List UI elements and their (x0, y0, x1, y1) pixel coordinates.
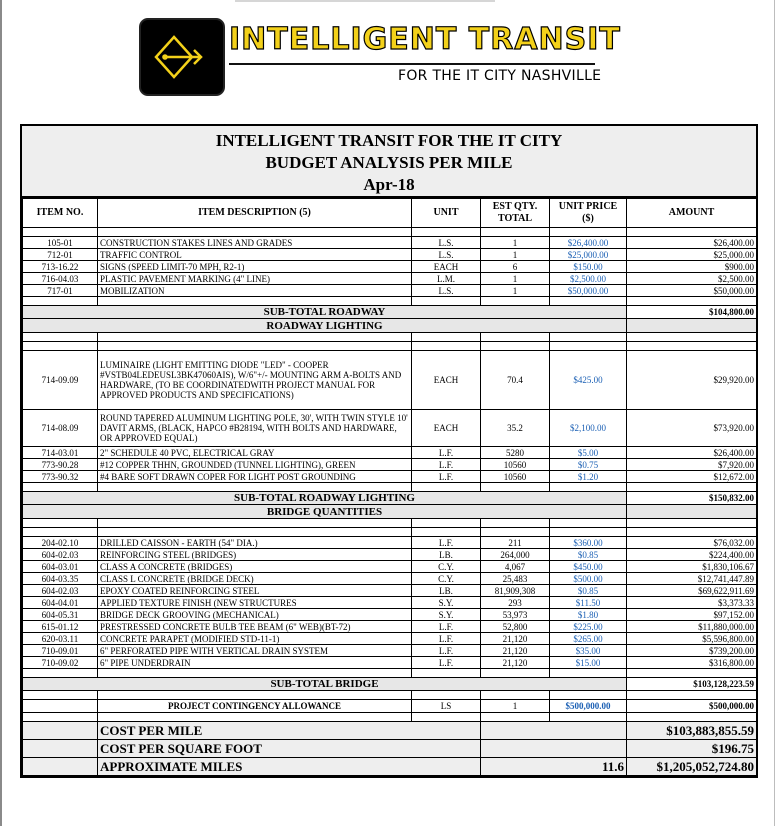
item-description: #12 COPPER THHN, GROUNDED (TUNNEL LIGHTING), GREEN (98, 459, 412, 471)
spacer-cell (550, 483, 627, 492)
item-unit: LB. (412, 585, 481, 597)
spacer-cell (627, 342, 757, 351)
brand-underline (229, 63, 595, 65)
item-unit: LB. (412, 549, 481, 561)
summary-blank (23, 722, 98, 740)
summary-label: COST PER SQUARE FOOT (98, 740, 481, 758)
spacer-cell (550, 519, 627, 528)
spacer-cell (412, 519, 481, 528)
spacer-cell (98, 669, 412, 678)
item-quantity: 1 (481, 237, 550, 249)
section-blank (627, 319, 757, 333)
item-unit-price: $15.00 (550, 657, 627, 669)
spacer-cell (550, 691, 627, 700)
item-unit: EACH (412, 410, 481, 447)
item-quantity: 25,483 (481, 573, 550, 585)
summary-row (23, 758, 757, 776)
col-header-unit-price: UNIT PRICE ($) (550, 199, 627, 228)
item-unit-price: $450.00 (550, 561, 627, 573)
item-number: 615-01.12 (23, 621, 98, 633)
spacer-cell (98, 297, 412, 306)
item-amount: $316,800.00 (627, 657, 757, 669)
item-unit: L.S. (412, 285, 481, 297)
item-amount: $2,500.00 (627, 273, 757, 285)
item-unit-price: $0.85 (550, 549, 627, 561)
spacer-cell (412, 228, 481, 237)
contingency-row (23, 700, 757, 713)
spacer-cell (98, 519, 412, 528)
line-item-row (23, 285, 757, 297)
item-unit: EACH (412, 261, 481, 273)
item-number: 604-03.01 (23, 561, 98, 573)
item-description: CONSTRUCTION STAKES LINES AND GRADES (98, 237, 412, 249)
spacer-row (23, 669, 757, 678)
item-description: #4 BARE SOFT DRAWN COPER FOR LIGHT POST GROUNDING (98, 471, 412, 483)
subtotal-amount: $103,128,223.59 (627, 678, 757, 691)
subtotal-label: SUB-TOTAL ROADWAY (23, 306, 627, 319)
item-quantity: 21,120 (481, 657, 550, 669)
summary-value: $1,205,052,724.80 (627, 758, 757, 776)
spacer-cell (98, 228, 412, 237)
spacer-cell (550, 669, 627, 678)
spacer-cell (23, 691, 98, 700)
line-item-row (23, 597, 757, 609)
spacer-cell (481, 528, 550, 537)
spacer-cell (627, 297, 757, 306)
item-quantity: 293 (481, 597, 550, 609)
item-quantity: 52,800 (481, 621, 550, 633)
item-amount: $1,830,106.67 (627, 561, 757, 573)
spacer-cell (550, 713, 627, 722)
item-number: 710-09.01 (23, 645, 98, 657)
item-unit-price: $2,100.00 (550, 410, 627, 447)
item-number: 712-01 (23, 249, 98, 261)
item-unit-price: $1.80 (550, 609, 627, 621)
spacer-row (23, 333, 757, 342)
spacer-cell (627, 691, 757, 700)
item-quantity: 35.2 (481, 410, 550, 447)
item-amount: $25,000.00 (627, 249, 757, 261)
item-quantity: 4,067 (481, 561, 550, 573)
item-unit: EACH (412, 351, 481, 410)
spacer-cell (412, 713, 481, 722)
item-unit: L.F. (412, 471, 481, 483)
spacer-cell (627, 228, 757, 237)
item-amount: $97,152.00 (627, 609, 757, 621)
spacer-cell (98, 691, 412, 700)
item-description: SIGNS (SPEED LIMIT-70 MPH, R2-1) (98, 261, 412, 273)
item-amount: $739,200.00 (627, 645, 757, 657)
item-unit: L.F. (412, 645, 481, 657)
item-amount: $73,920.00 (627, 410, 757, 447)
item-number: 204-02.10 (23, 537, 98, 549)
spacer-cell (627, 713, 757, 722)
item-unit-price: $0.75 (550, 459, 627, 471)
item-number: 714-09.09 (23, 351, 98, 410)
brand-tagline: FOR THE IT CITY NASHVILLE (398, 68, 602, 84)
item-unit: L.M. (412, 273, 481, 285)
item-unit-price: $25,000.00 (550, 249, 627, 261)
summary-value: $103,883,855.59 (627, 722, 757, 740)
item-unit-price: $11.50 (550, 597, 627, 609)
contingency-qty: 1 (481, 700, 550, 713)
item-unit-price: $0.85 (550, 585, 627, 597)
col-header-description: ITEM DESCRIPTION (5) (98, 199, 412, 228)
item-amount: $29,920.00 (627, 351, 757, 410)
item-description: CLASS L CONCRETE (BRIDGE DECK) (98, 573, 412, 585)
item-description: PLASTIC PAVEMENT MARKING (4" LINE) (98, 273, 412, 285)
brand-logo (139, 18, 225, 96)
spacer-cell (481, 669, 550, 678)
spacer-cell (412, 691, 481, 700)
summary-blank (23, 758, 98, 776)
spacer-row (23, 528, 757, 537)
item-unit: S.Y. (412, 609, 481, 621)
line-item-row (23, 249, 757, 261)
line-item-row (23, 537, 757, 549)
line-item-row (23, 447, 757, 459)
item-unit-price: $26,400.00 (550, 237, 627, 249)
item-quantity: 10560 (481, 471, 550, 483)
item-amount: $12,672.00 (627, 471, 757, 483)
subtotal-label: SUB-TOTAL ROADWAY LIGHTING (23, 492, 627, 505)
item-amount: $69,622,911.69 (627, 585, 757, 597)
item-unit-price: $500.00 (550, 573, 627, 585)
spacer-cell (627, 669, 757, 678)
section-header-row (23, 319, 757, 333)
item-description: BRIDGE DECK GROOVING (MECHANICAL) (98, 609, 412, 621)
item-number: 604-05.31 (23, 609, 98, 621)
item-amount: $12,741,447.89 (627, 573, 757, 585)
section-blank (627, 505, 757, 519)
subtotal-amount: $104,800.00 (627, 306, 757, 319)
spacer-cell (23, 713, 98, 722)
spacer-cell (412, 483, 481, 492)
item-description: ROUND TAPERED ALUMINUM LIGHTING POLE, 30', WITH TWIN STYLE 10' DAVIT ARMS, (BLACK, HAPCO #B28194, WITH BOLTS AND HARDWARE, OR APPROVED EQUAL) (98, 410, 412, 447)
item-unit: L.S. (412, 249, 481, 261)
item-unit-price: $5.00 (550, 447, 627, 459)
item-unit: L.F. (412, 633, 481, 645)
spacer-cell (98, 333, 412, 342)
window-edge-top (235, 0, 495, 2)
summary-value: $196.75 (627, 740, 757, 758)
item-unit: L.F. (412, 657, 481, 669)
spacer-cell (481, 297, 550, 306)
contingency-amount: $500,000.00 (627, 700, 757, 713)
brand-name: INTELLIGENT TRANSIT (229, 22, 621, 57)
item-quantity: 10560 (481, 459, 550, 471)
item-quantity: 81,909,308 (481, 585, 550, 597)
item-unit-price: $1.20 (550, 471, 627, 483)
item-description: APPLIED TEXTURE FINISH (NEW STRUCTURES (98, 597, 412, 609)
sheet-title: INTELLIGENT TRANSIT FOR THE IT CITY (215, 131, 563, 150)
item-unit: L.F. (412, 621, 481, 633)
contingency-unit: LS (412, 700, 481, 713)
item-unit: L.S. (412, 237, 481, 249)
spacer-cell (627, 483, 757, 492)
spacer-cell (23, 528, 98, 537)
item-unit: L.F. (412, 447, 481, 459)
item-unit-price: $225.00 (550, 621, 627, 633)
item-unit: C.Y. (412, 561, 481, 573)
item-unit-price: $50,000.00 (550, 285, 627, 297)
subtotal-row (23, 306, 757, 319)
item-unit: S.Y. (412, 597, 481, 609)
line-item-row (23, 237, 757, 249)
spacer-cell (98, 713, 412, 722)
subtotal-amount: $150,832.00 (627, 492, 757, 505)
spacer-cell (481, 691, 550, 700)
item-unit-price: $150.00 (550, 261, 627, 273)
summary-label: COST PER MILE (98, 722, 481, 740)
item-number: 714-08.09 (23, 410, 98, 447)
spacer-cell (627, 528, 757, 537)
line-item-row (23, 261, 757, 273)
item-number: 604-03.35 (23, 573, 98, 585)
item-description: LUMINAIRE (LIGHT EMITTING DIODE "LED" - COOPER #VSTB04LEDEUSL3BK47060AIS), W/6"+/- MOUNTING ARM A-BOLTS AND HARDWARE, (TO BE COORDINATEDWITH PROJECT MANUAL FOR APPROVED PRODUCTS AND SPECIFICATIONS) (98, 351, 412, 410)
line-item-row (23, 633, 757, 645)
item-number: 604-02.03 (23, 549, 98, 561)
item-description: CONCRETE PARAPET (MODIFIED STD-11-1) (98, 633, 412, 645)
spacer-cell (98, 342, 412, 351)
item-quantity: 70.4 (481, 351, 550, 410)
summary-row (23, 740, 757, 758)
item-description: TRAFFIC CONTROL (98, 249, 412, 261)
line-item-row (23, 609, 757, 621)
spacer-row (23, 483, 757, 492)
spacer-cell (550, 297, 627, 306)
spacer-row (23, 228, 757, 237)
line-item-row (23, 573, 757, 585)
item-number: 773-90.32 (23, 471, 98, 483)
spacer-row (23, 519, 757, 528)
item-quantity: 1 (481, 249, 550, 261)
item-description: 6" PERFORATED PIPE WITH VERTICAL DRAIN SYSTEM (98, 645, 412, 657)
sheet-subtitle: BUDGET ANALYSIS PER MILE (265, 153, 513, 172)
table-header-row (23, 199, 757, 228)
item-unit-price: $425.00 (550, 351, 627, 410)
spacer-cell (98, 483, 412, 492)
section-header-row (23, 505, 757, 519)
spacer-cell (23, 342, 98, 351)
spacer-cell (550, 528, 627, 537)
item-unit-price: $360.00 (550, 537, 627, 549)
spacer-cell (98, 528, 412, 537)
item-description: REINFORCING STEEL (BRIDGES) (98, 549, 412, 561)
summary-blank (23, 740, 98, 758)
item-unit-price: $35.00 (550, 645, 627, 657)
item-amount: $224,400.00 (627, 549, 757, 561)
line-item-row (23, 561, 757, 573)
spacer-row (23, 342, 757, 351)
budget-table (22, 198, 757, 776)
item-amount: $900.00 (627, 261, 757, 273)
item-unit: L.F. (412, 459, 481, 471)
item-amount: $26,400.00 (627, 447, 757, 459)
item-number: 713-16.22 (23, 261, 98, 273)
line-item-row (23, 459, 757, 471)
col-header-amount: AMOUNT (627, 199, 757, 228)
section-title: BRIDGE QUANTITIES (23, 505, 627, 519)
contingency-blank (23, 700, 98, 713)
item-quantity: 21,120 (481, 645, 550, 657)
item-description: PRESTRESSED CONCRETE BULB TEE BEAM (6" WEB)(BT-72) (98, 621, 412, 633)
item-quantity: 21,120 (481, 633, 550, 645)
item-quantity: 1 (481, 285, 550, 297)
item-number: 773-90.28 (23, 459, 98, 471)
diamond-arrow-icon (141, 20, 223, 94)
line-item-row (23, 471, 757, 483)
spacer-row (23, 297, 757, 306)
col-header-unit: UNIT (412, 199, 481, 228)
item-quantity: 264,000 (481, 549, 550, 561)
spacer-row (23, 691, 757, 700)
spacer-cell (412, 297, 481, 306)
line-item-row (23, 657, 757, 669)
summary-mid-value (481, 722, 627, 740)
col-header-qty: EST QTY. TOTAL (481, 199, 550, 228)
section-title: ROADWAY LIGHTING (23, 319, 627, 333)
item-number: 620-03.11 (23, 633, 98, 645)
item-unit: L.F. (412, 537, 481, 549)
window-edge-left (0, 0, 2, 826)
summary-mid-value (481, 740, 627, 758)
spacer-cell (481, 483, 550, 492)
item-amount: $76,032.00 (627, 537, 757, 549)
line-item-row (23, 273, 757, 285)
spacer-cell (412, 333, 481, 342)
col-header-item-no: ITEM NO. (23, 199, 98, 228)
item-quantity: 6 (481, 261, 550, 273)
line-item-row (23, 645, 757, 657)
subtotal-label: SUB-TOTAL BRIDGE (23, 678, 627, 691)
spacer-cell (23, 333, 98, 342)
item-number: 604-04.01 (23, 597, 98, 609)
summary-row (23, 722, 757, 740)
item-description: EPOXY COATED REINFORCING STEEL (98, 585, 412, 597)
item-unit: C.Y. (412, 573, 481, 585)
spacer-cell (627, 333, 757, 342)
item-amount: $26,400.00 (627, 237, 757, 249)
spacer-cell (23, 297, 98, 306)
spacer-cell (481, 342, 550, 351)
spacer-cell (23, 519, 98, 528)
item-amount: $3,373.33 (627, 597, 757, 609)
item-description: 2" SCHEDULE 40 PVC, ELECTRICAL GRAY (98, 447, 412, 459)
item-number: 717-01 (23, 285, 98, 297)
line-item-row (23, 621, 757, 633)
summary-mid-value: 11.6 (481, 758, 627, 776)
spacer-cell (23, 228, 98, 237)
item-description: 6" PIPE UNDERDRAIN (98, 657, 412, 669)
item-number: 604-02.03 (23, 585, 98, 597)
budget-sheet (20, 124, 758, 778)
summary-label: APPROXIMATE MILES (98, 758, 481, 776)
spacer-cell (550, 228, 627, 237)
item-amount: $11,880,000.00 (627, 621, 757, 633)
spacer-cell (412, 528, 481, 537)
spacer-cell (23, 483, 98, 492)
spacer-cell (412, 669, 481, 678)
spacer-cell (412, 342, 481, 351)
sheet-date: Apr-18 (363, 175, 415, 194)
contingency-price: $500,000.00 (550, 700, 627, 713)
spacer-cell (481, 228, 550, 237)
spacer-cell (23, 669, 98, 678)
line-item-row (23, 585, 757, 597)
item-amount: $50,000.00 (627, 285, 757, 297)
item-amount: $7,920.00 (627, 459, 757, 471)
item-quantity: 1 (481, 273, 550, 285)
line-item-row (23, 549, 757, 561)
item-unit-price: $265.00 (550, 633, 627, 645)
item-amount: $5,596,800.00 (627, 633, 757, 645)
spacer-cell (550, 333, 627, 342)
item-number: 714-03.01 (23, 447, 98, 459)
subtotal-row (23, 492, 757, 505)
sheet-title-block (22, 126, 756, 198)
line-item-row (23, 410, 757, 447)
spacer-cell (481, 713, 550, 722)
spacer-cell (550, 342, 627, 351)
item-number: 710-09.02 (23, 657, 98, 669)
subtotal-row (23, 678, 757, 691)
item-quantity: 211 (481, 537, 550, 549)
spacer-cell (481, 519, 550, 528)
item-quantity: 53,973 (481, 609, 550, 621)
line-item-row (23, 351, 757, 410)
item-description: DRILLED CAISSON - EARTH (54" DIA.) (98, 537, 412, 549)
item-unit-price: $2,500.00 (550, 273, 627, 285)
item-description: MOBILIZATION (98, 285, 412, 297)
item-number: 716-04.03 (23, 273, 98, 285)
item-quantity: 5280 (481, 447, 550, 459)
spacer-row (23, 713, 757, 722)
contingency-label: PROJECT CONTINGENCY ALLOWANCE (98, 700, 412, 713)
spacer-cell (481, 333, 550, 342)
spacer-cell (627, 519, 757, 528)
item-description: CLASS A CONCRETE (BRIDGES) (98, 561, 412, 573)
item-number: 105-01 (23, 237, 98, 249)
